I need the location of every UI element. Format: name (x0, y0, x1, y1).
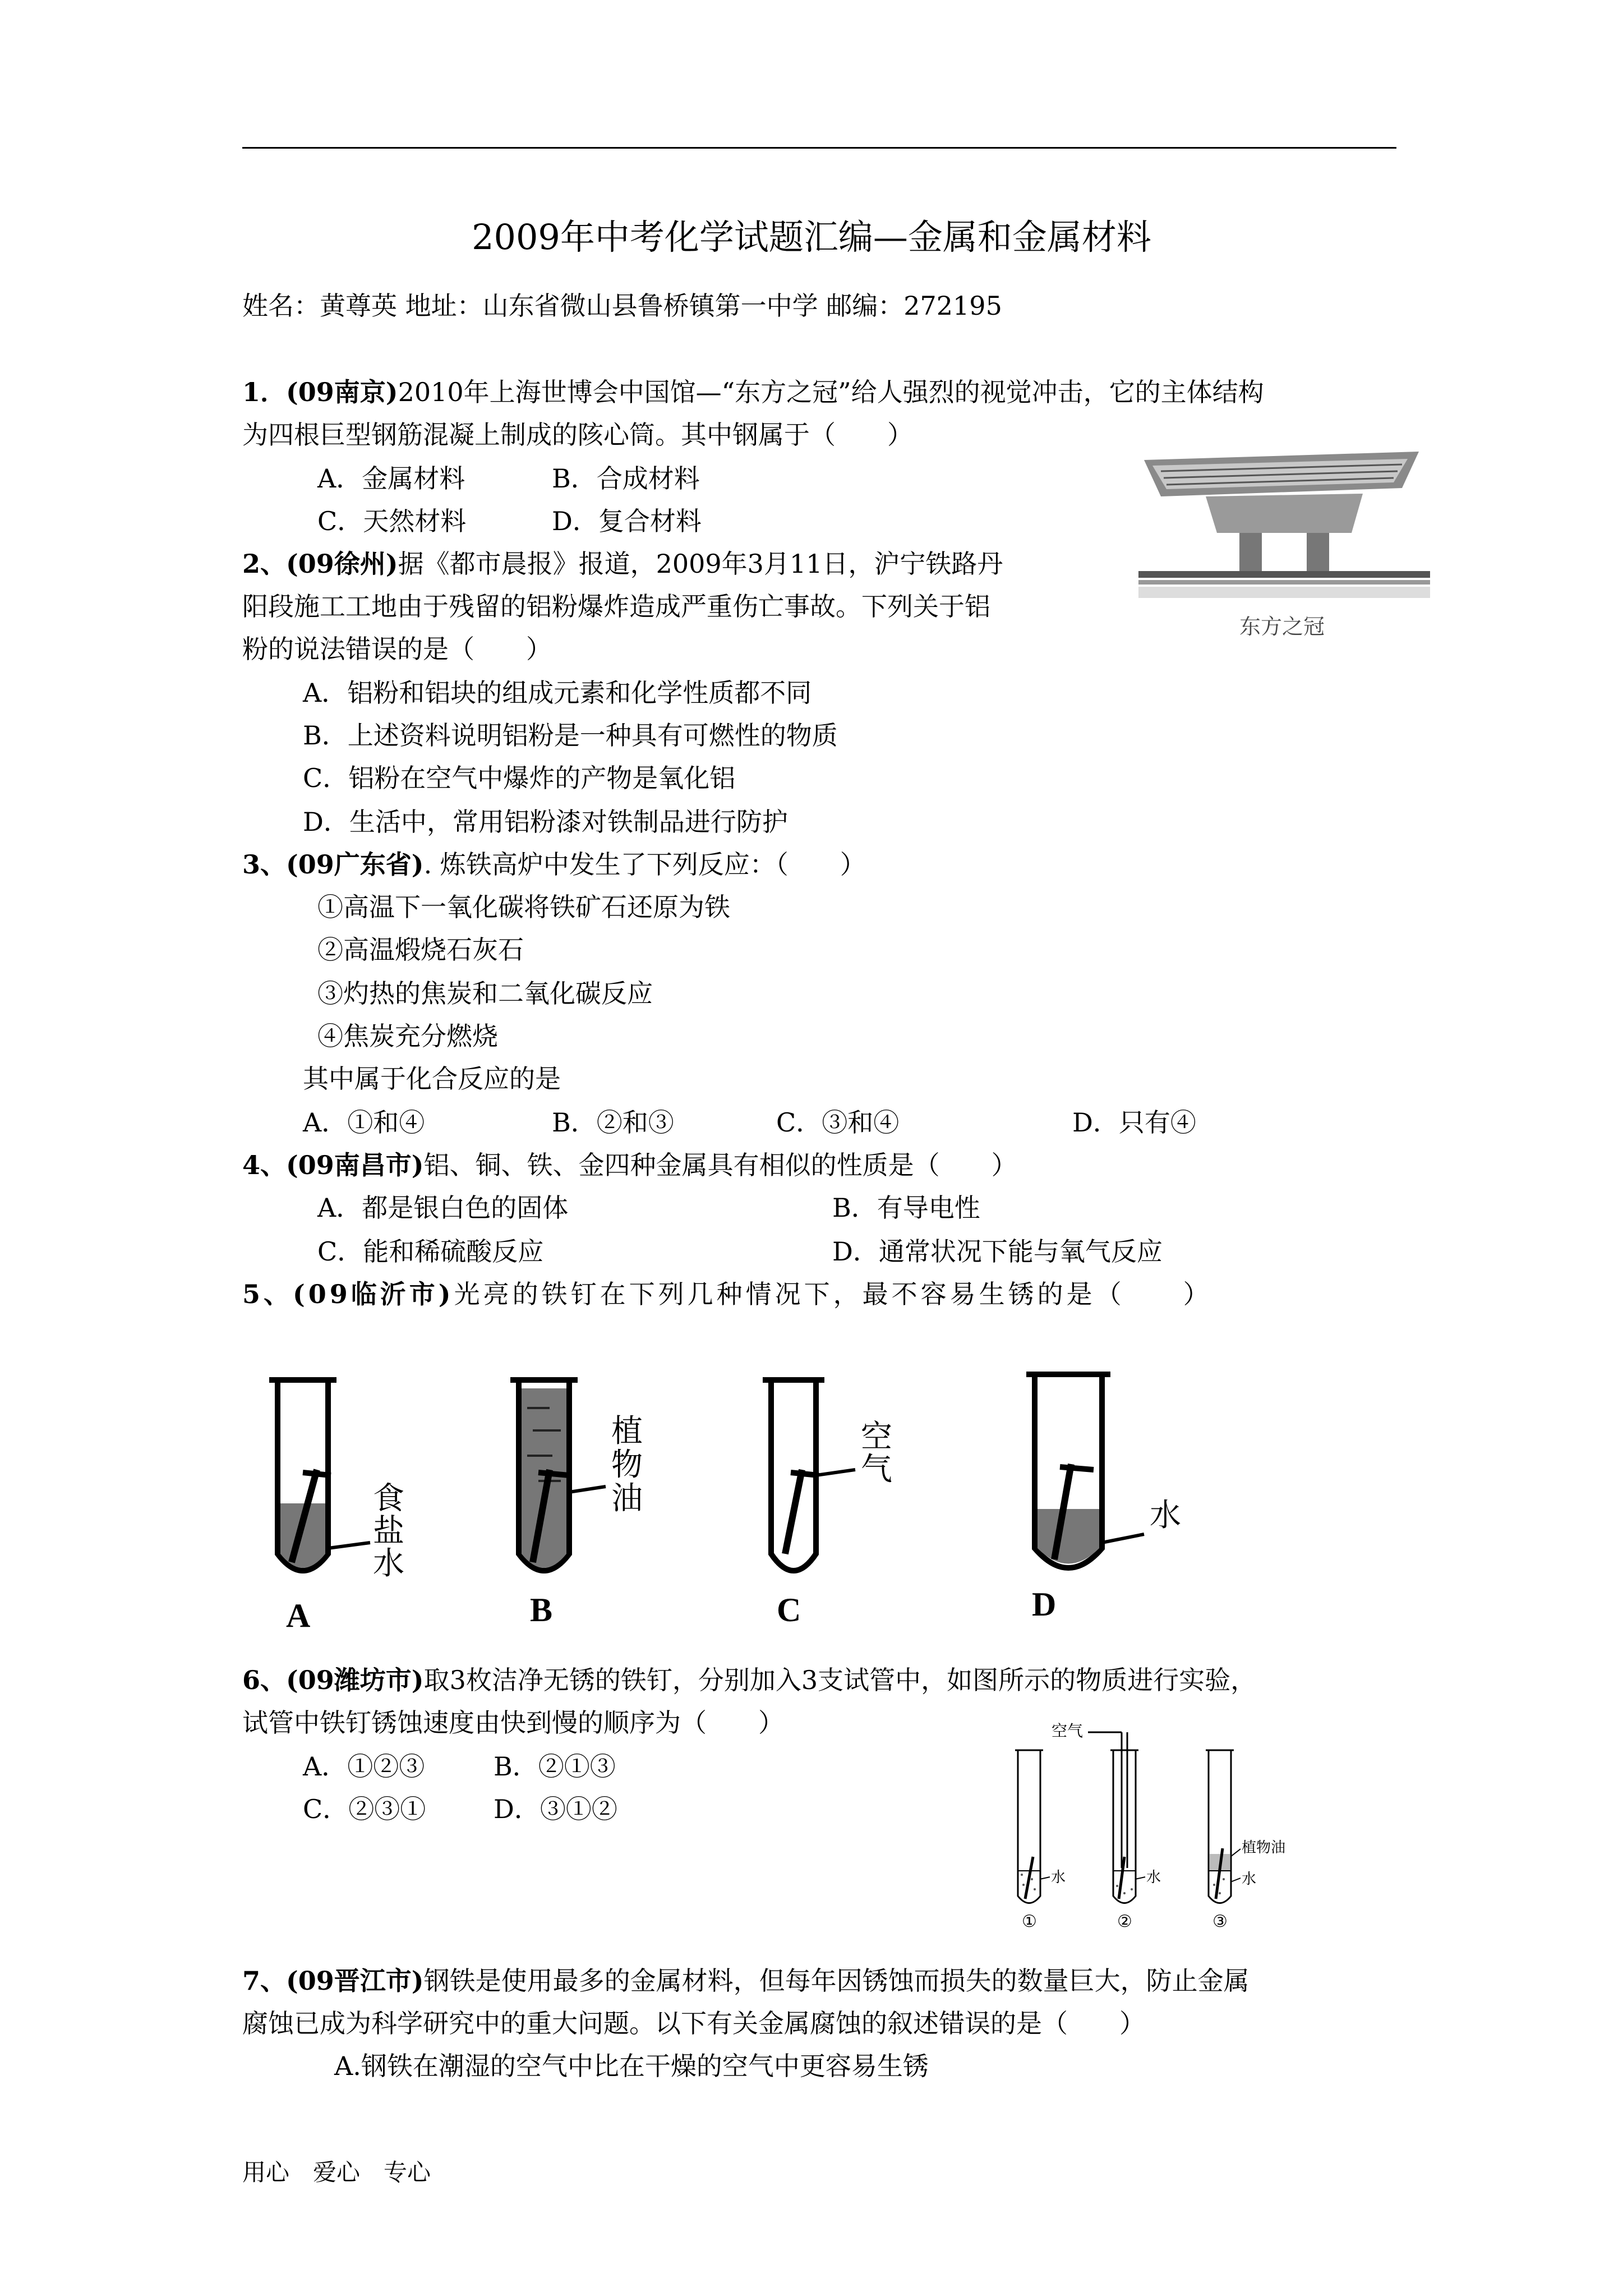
svg-text:油: 油 (611, 1480, 643, 1517)
q2-stem-line2: 阳段施工工地由于残留的铝粉爆炸造成严重伤亡事故。下列关于铝 (242, 591, 990, 622)
svg-text:水: 水 (1150, 1497, 1181, 1534)
q4-option-b: B．有导电性 (832, 1193, 980, 1223)
tube-a-label-2: 盐 (373, 1513, 404, 1549)
q4-option-d: D．通常状况下能与氧气反应 (832, 1236, 1163, 1267)
tube-a-label-3: 水 (373, 1545, 404, 1582)
q3-option-b: B．②和③ (552, 1107, 674, 1138)
tube-c-nail (785, 1470, 802, 1554)
q3-option-a: A．①和④ (303, 1107, 425, 1138)
q3-sub-question: 其中属于化合反应的是 (303, 1064, 561, 1094)
q6-option-d: D．③①② (494, 1794, 617, 1824)
author-line: 姓名：黄尊英 地址：山东省微山县鲁桥镇第一中学 邮编：272195 (242, 291, 1002, 321)
header-rule (242, 147, 1396, 149)
q4-option-a: A．都是银白色的固体 (317, 1193, 569, 1223)
q1-option-a: A．金属材料 (317, 463, 465, 494)
q6-option-a: A．①②③ (303, 1751, 425, 1782)
q2-stem-line3: 粉的说法错误的是（ ） (242, 634, 552, 664)
q1-option-d: D．复合材料 (552, 506, 702, 536)
q5-number: 5、 (242, 1279, 293, 1309)
q6-stem-line2: 试管中铁钉锈蚀速度由快到慢的顺序为（ ） (242, 1708, 784, 1738)
svg-text:空: 空 (861, 1419, 892, 1455)
q2-option-a: A．铝粉和铝块的组成元素和化学性质都不同 (303, 678, 812, 708)
question-4-stem (242, 1152, 1017, 1178)
q3-item-2: ②高温煅烧石灰石 (317, 935, 524, 965)
q6-air-label: 空气 (1052, 1722, 1083, 1740)
tube-a-label-1: 食 (373, 1480, 404, 1517)
q1-source: (09南京) (286, 377, 398, 407)
q1-option-b: B．合成材料 (552, 463, 700, 494)
q2-option-b: B．上述资料说明铝粉是一种具有可燃性的物质 (303, 720, 838, 751)
svg-text:①: ① (1022, 1912, 1037, 1931)
q7-source: (09晋江市) (286, 1966, 424, 1996)
q3-item-3: ③灼热的焦炭和二氧化碳反应 (317, 978, 653, 1009)
q4-option-c: C．能和稀硫酸反应 (317, 1236, 544, 1267)
question-6-stem (242, 1667, 1256, 1693)
q3-item-1: ①高温下一氧化碳将铁矿石还原为铁 (317, 892, 730, 922)
svg-text:植: 植 (611, 1413, 643, 1450)
q5-text: 光亮的铁钉在下列几种情况下，最不容易生锈的是（ ） (454, 1279, 1212, 1309)
q7-text: 钢铁是使用最多的金属材料，但每年因锈蚀而损失的数量巨大，防止金属 (423, 1966, 1249, 1996)
china-pavilion-image (1138, 449, 1430, 600)
svg-text:水: 水 (1242, 1871, 1257, 1888)
q1-number: 1． (242, 377, 287, 407)
q1-text: 2010年上海世博会中国馆—“东方之冠”给人强烈的视觉冲击，它的主体结构 (398, 377, 1264, 407)
svg-text:气: 气 (861, 1451, 892, 1488)
tube-d-letter: D (1032, 1586, 1057, 1623)
question-2-stem (242, 551, 1003, 577)
q5-source: (09临沂市) (293, 1279, 454, 1309)
q2-text: 据《都市晨报》报道，2009年3月11日，沪宁铁路丹 (398, 549, 1003, 579)
q2-number: 2、 (242, 549, 287, 579)
q2-source: (09徐州) (286, 549, 398, 579)
tube-a-letter: A (286, 1597, 311, 1634)
q5-test-tubes-figure (247, 1358, 1256, 1638)
page-title: 2009年中考化学试题汇编—金属和金属材料 (472, 217, 1151, 257)
tube-d-liquid (1038, 1509, 1099, 1564)
q6-experiment-figure (998, 1711, 1324, 1935)
svg-text:②: ② (1117, 1912, 1132, 1931)
svg-text:物: 物 (611, 1447, 643, 1483)
q6-number: 6、 (242, 1665, 287, 1695)
q2-option-c: C．铝粉在空气中爆炸的产物是氧化铝 (303, 763, 736, 793)
q3-option-d: D．只有④ (1072, 1107, 1196, 1138)
q6-source: (09潍坊市) (286, 1665, 424, 1695)
q6-option-b: B．②①③ (494, 1751, 616, 1782)
q1-option-c: C．天然材料 (317, 506, 467, 536)
q7-number: 7、 (242, 1966, 287, 1996)
q7-option-a: A.钢铁在潮湿的空气中比在干燥的空气中更容易生锈 (334, 2051, 929, 2081)
tube-c-letter: C (777, 1591, 801, 1628)
q3-option-c: C．③和④ (776, 1107, 900, 1138)
q3-text: . 炼铁高炉中发生了下列反应：（ ） (423, 849, 866, 880)
china-pavilion-caption: 东方之冠 (1239, 614, 1325, 639)
q3-item-4: ④焦炭充分燃烧 (317, 1021, 498, 1051)
question-5-stem (242, 1281, 1212, 1307)
q4-number: 4、 (242, 1150, 287, 1180)
q3-source: (09广东省) (286, 849, 424, 880)
svg-text:水: 水 (1146, 1869, 1161, 1886)
q4-source: (09南昌市) (286, 1150, 424, 1180)
q2-option-d: D．生活中，常用铝粉漆对铁制品进行防护 (303, 807, 788, 837)
page-footer: 用心 爱心 专心 (242, 2159, 431, 2186)
q3-number: 3、 (242, 849, 287, 880)
tube-b-letter: B (530, 1591, 553, 1628)
question-1-stem (242, 379, 1264, 405)
q7-stem-line2: 腐蚀已成为科学研究中的重大问题。以下有关金属腐蚀的叙述错误的是（ ） (242, 2008, 1145, 2039)
q4-text: 铝、铜、铁、金四种金属具有相似的性质是（ ） (423, 1150, 1017, 1180)
q6-oil-label: 植物油 (1242, 1839, 1286, 1856)
tube-b-oil (522, 1388, 566, 1568)
question-3-stem (242, 849, 866, 880)
svg-text:③: ③ (1212, 1912, 1228, 1931)
question-7-stem (242, 1968, 1249, 1994)
q1-stem-line2: 为四根巨型钢筋混凝上制成的陔心筒。其中钢属于（ ） (242, 420, 913, 450)
svg-text:水: 水 (1051, 1869, 1066, 1886)
q6-option-c: C．②③① (303, 1794, 426, 1824)
q6-text: 取3枚洁净无锈的铁钉，分别加入3支试管中，如图所示的物质进行实验， (423, 1665, 1257, 1695)
